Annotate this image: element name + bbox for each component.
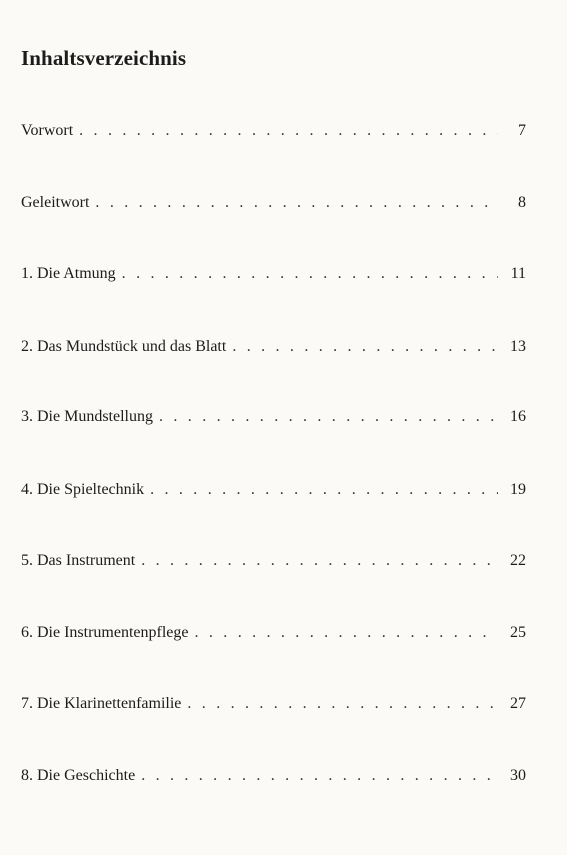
toc-entry-page: 16 (510, 408, 526, 425)
dot-leader (141, 764, 498, 788)
toc-entry-title: Vorwort (21, 122, 74, 139)
toc-entry-title: 3. Die Mundstellung (21, 408, 153, 425)
toc-entry (21, 549, 526, 573)
toc-entry-title: 2. Das Mundstück und das Blatt (21, 338, 227, 355)
toc-entry-page: 30 (510, 767, 526, 784)
toc-entry (21, 335, 526, 359)
dot-leader (141, 549, 498, 573)
toc-entry (21, 621, 526, 645)
toc-entry-title: 8. Die Geschichte (21, 767, 136, 784)
toc-entry (21, 262, 526, 286)
toc-entry (21, 119, 526, 143)
toc-entry-page: 22 (510, 552, 526, 569)
toc-entry (21, 405, 526, 429)
toc-entry-title: 7. Die Klarinettenfamilie (21, 695, 182, 712)
dot-leader (187, 692, 498, 716)
toc-entry (21, 478, 526, 502)
dot-leader (122, 262, 498, 286)
toc-entry-page: 27 (510, 695, 526, 712)
toc-entry (21, 692, 526, 716)
dot-leader (159, 405, 498, 429)
toc-entry-page: 13 (510, 338, 526, 355)
dot-leader (195, 621, 499, 645)
toc-entry (21, 764, 526, 788)
toc-entry-title: 1. Die Atmung (21, 265, 116, 282)
toc-entry-page: 7 (518, 122, 526, 139)
dot-leader (95, 191, 498, 215)
toc-entry-title: Geleitwort (21, 194, 90, 211)
toc-entry-page: 8 (518, 194, 526, 211)
toc-entry-title: 6. Die Instrumentenpflege (21, 624, 189, 641)
dot-leader (232, 335, 498, 359)
toc-entry-page: 11 (510, 265, 526, 282)
toc-entry-title: 4. Die Spieltechnik (21, 481, 145, 498)
toc-entry (21, 191, 526, 215)
dot-leader (79, 119, 498, 143)
toc-entry-title: 5. Das Instrument (21, 552, 136, 569)
toc-entry-page: 19 (510, 481, 526, 498)
toc-heading: Inhaltsverzeichnis (21, 46, 187, 70)
dot-leader (150, 478, 498, 502)
toc-entry-page: 25 (510, 624, 526, 641)
